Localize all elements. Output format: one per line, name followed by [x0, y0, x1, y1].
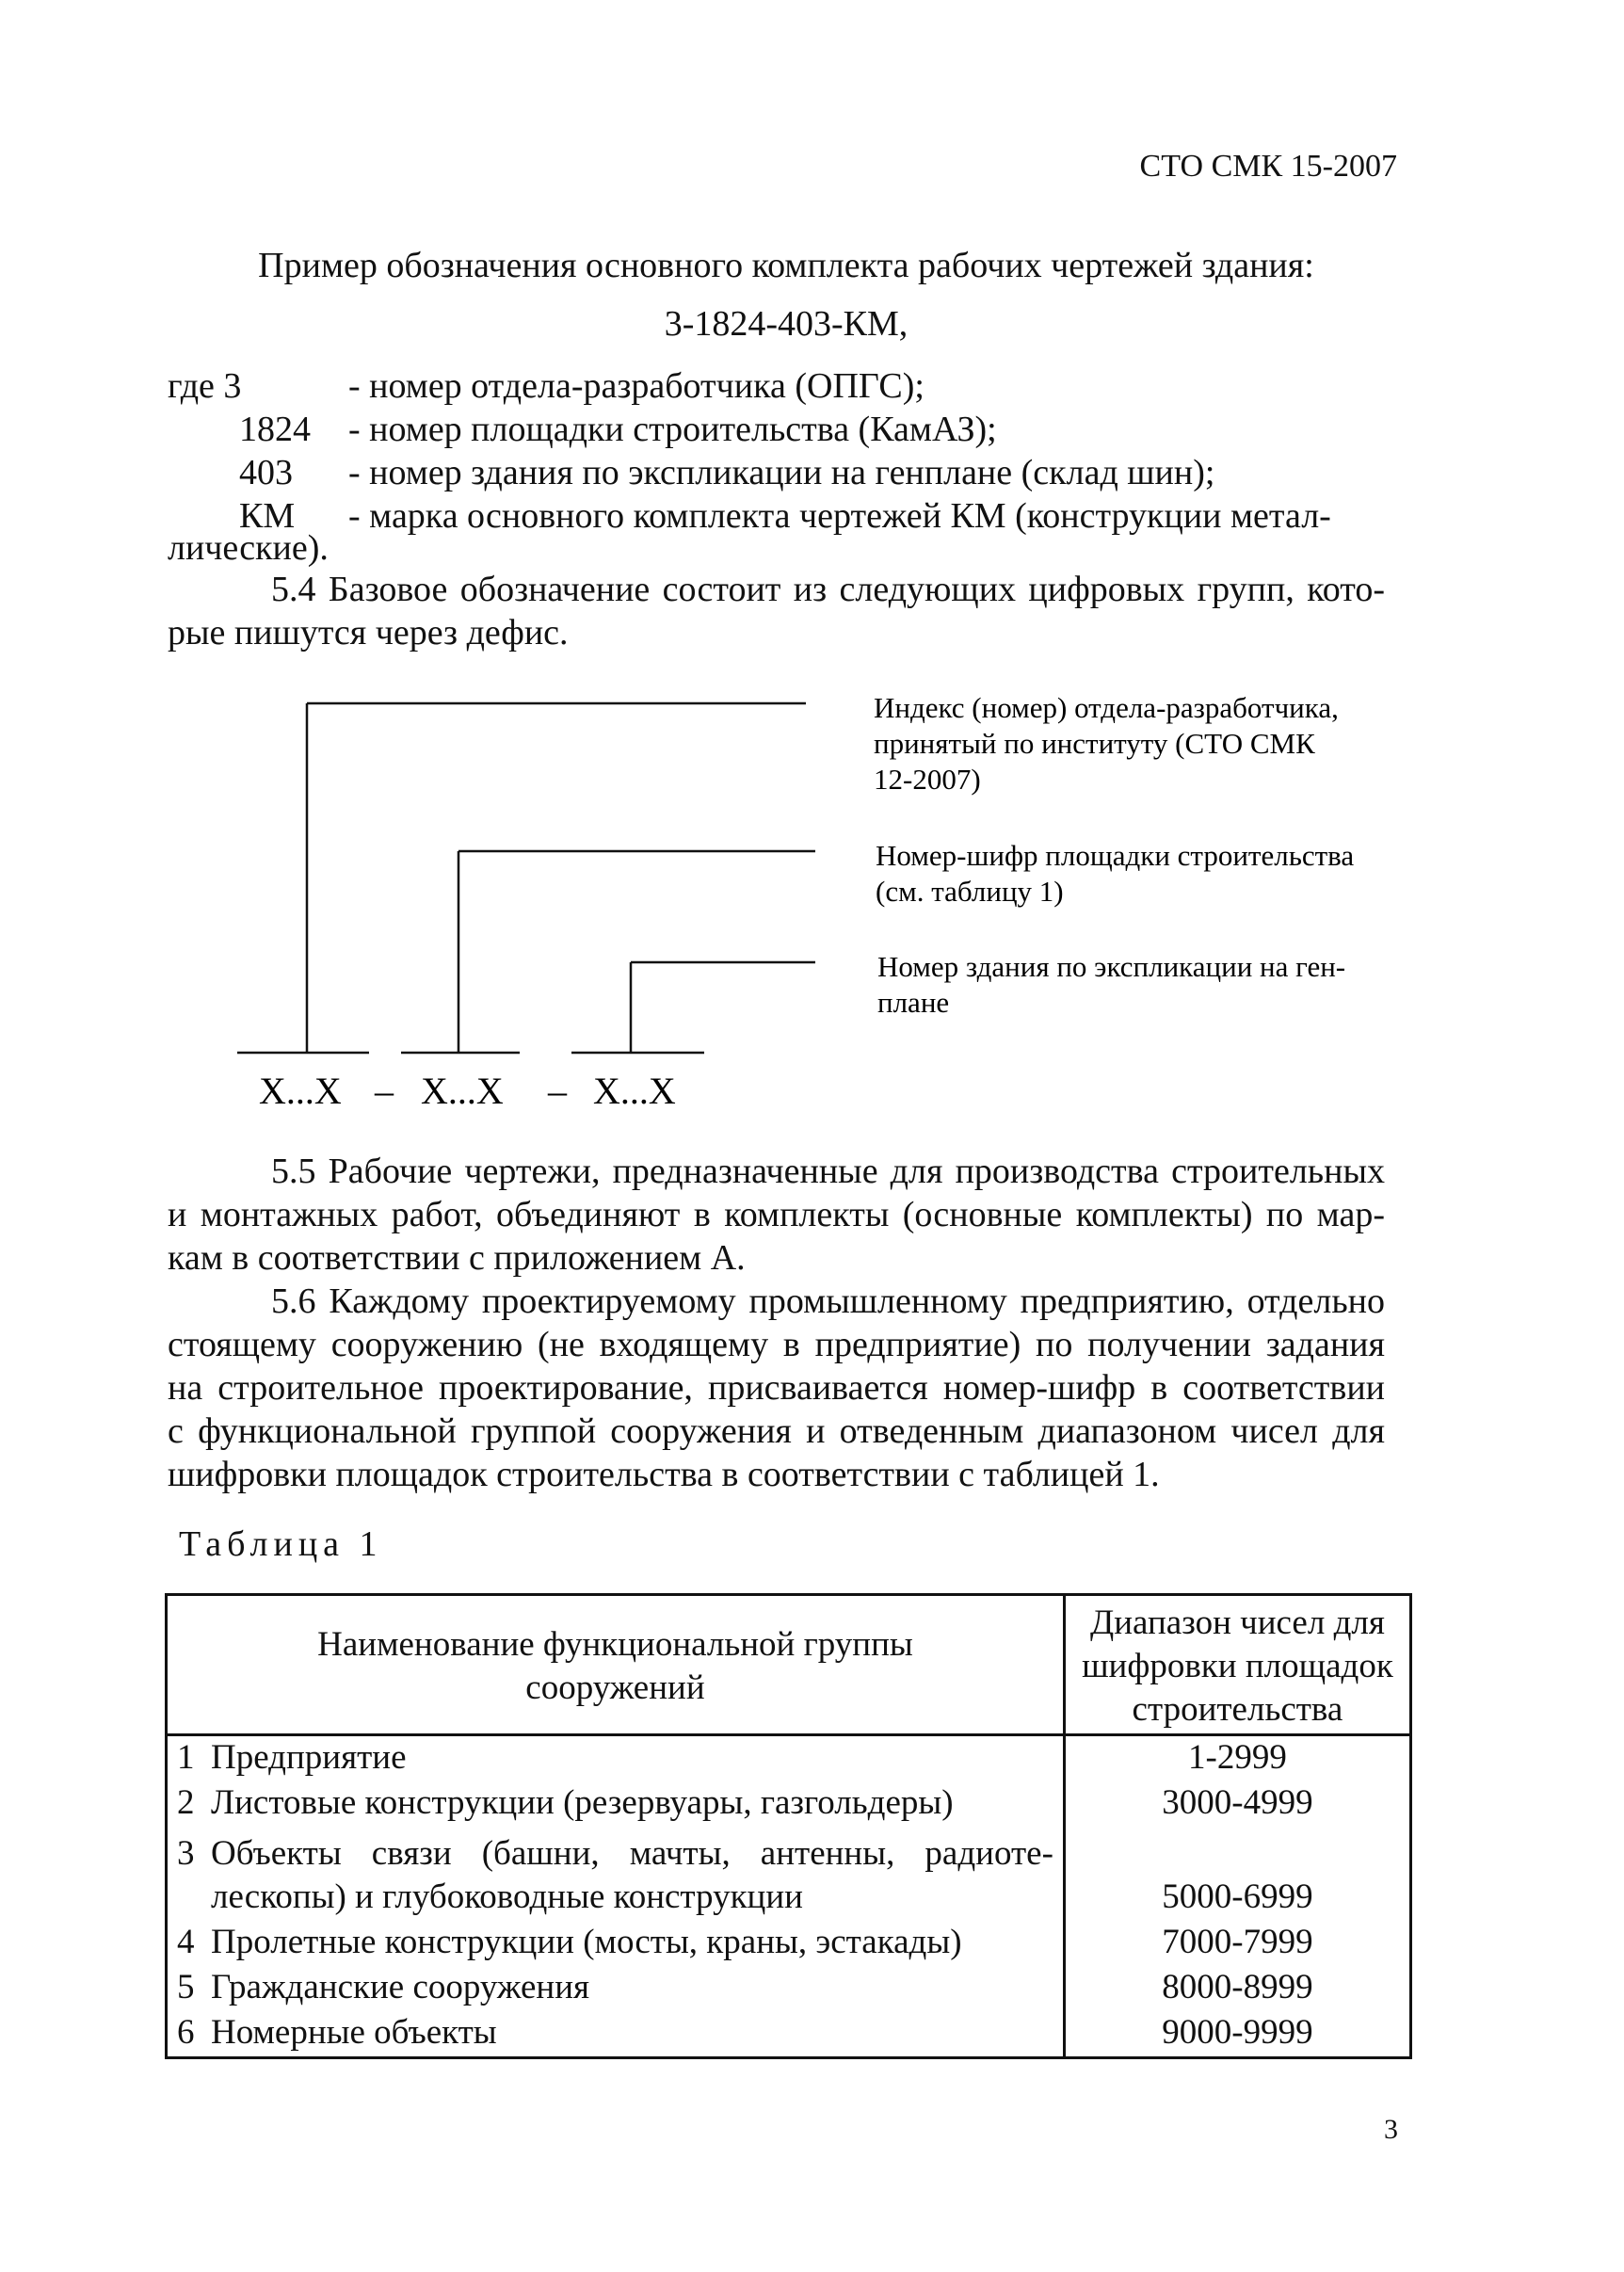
row-group-name: [198, 1827, 1064, 1921]
legend-desc: - номер площадки строительства (КамАЗ);: [348, 410, 997, 449]
row-group-name: [198, 2011, 1064, 2058]
row-range: 5000-6999: [1162, 1877, 1313, 1916]
code-group-2: X...X: [421, 1070, 504, 1112]
para-5-5-line-1: 5.5 Рабочие чертежи, предназначенные для производства строительных: [271, 1152, 1385, 1191]
header-number-range: [1064, 1595, 1410, 1735]
para-5-6-line-2: стоящему сооружению (не входящему в предприятие) по получении задания: [168, 1325, 1385, 1364]
name-line: Номерные объекты: [211, 2013, 497, 2052]
code-group-3: X...X: [593, 1070, 676, 1112]
label-site-line-2: (см. таблицу 1): [876, 875, 1064, 908]
para-5-6-line-5: шифровки площадок строительства в соответствии с таблицей 1.: [168, 1455, 1160, 1494]
legend-code: КМ: [239, 496, 296, 536]
example-code: 3-1824-403-КМ,: [664, 304, 908, 344]
row-number: 2: [177, 1783, 195, 1822]
table-row: [167, 1781, 1411, 1827]
para-5-5-line-3: кам в соответствии с приложением А.: [168, 1238, 746, 1278]
table-row: [167, 1735, 1411, 1782]
row-number: 5: [177, 1968, 195, 2006]
header-line: Наименование функциональной группы: [317, 1625, 913, 1664]
header-line: Диапазон чисел для: [1090, 1603, 1385, 1642]
table-caption: Таблица 1: [179, 1524, 383, 1564]
label-building-line-2: плане: [877, 986, 950, 1019]
row-number: 3: [177, 1834, 195, 1873]
row-number: 1: [177, 1738, 195, 1777]
header-line: сооружений: [525, 1668, 705, 1707]
site-code-ranges-table: [165, 1593, 1412, 2059]
row-range: 9000-9999: [1162, 2013, 1313, 2052]
label-site-line-1: Номер-шифр площадки строительства: [876, 839, 1355, 872]
row-number: 6: [177, 2013, 195, 2052]
name-line: Гражданские сооружения: [211, 1968, 590, 2006]
row-group-name: [198, 1921, 1064, 1966]
header-line: строительства: [1132, 1690, 1343, 1729]
legend-desc: - номер отдела-разработчика (ОПГС);: [348, 366, 925, 406]
row-range: 1-2999: [1188, 1738, 1287, 1777]
row-range: 8000-8999: [1162, 1968, 1313, 2006]
legend-code: где 3: [168, 366, 242, 406]
label-building-line-1: Номер здания по экспликации на ген-: [877, 950, 1346, 983]
row-range: 7000-7999: [1162, 1923, 1313, 1961]
row-range: 3000-4999: [1162, 1783, 1313, 1822]
name-line: Листовые конструкции (резервуары, газгольдеры): [211, 1783, 954, 1822]
legend-desc: - марка основного комплекта чертежей КМ (конструкции метал-: [348, 496, 1331, 536]
legend-code: 1824: [239, 410, 311, 449]
row-group-name: [198, 1781, 1064, 1827]
name-line: Предприятие: [211, 1738, 407, 1777]
label-dept-line-3: 12-2007): [874, 763, 981, 796]
table-row: [167, 1966, 1411, 2011]
row-group-name: [198, 1735, 1064, 1782]
row-group-name: [198, 1966, 1064, 2011]
name-line: Объекты связи (башни, мачты, антенны, радиоте-: [211, 1834, 1053, 1873]
page-number: 3: [1384, 2114, 1398, 2145]
para-5-6-line-3: на строительное проектирование, присваивается номер-шифр в соответствии: [168, 1368, 1385, 1408]
para-5-5-line-2: и монтажных работ, объединяют в комплекты (основные комплекты) по мар-: [168, 1195, 1385, 1234]
name-line: лескопы) и глубоководные конструкции: [211, 1877, 803, 1916]
row-number: 4: [177, 1923, 195, 1961]
para-5-4-line-1: 5.4 Базовое обозначение состоит из следующих цифровых групп, кото-: [271, 570, 1385, 609]
legend-desc: - номер здания по экспликации на генплане (склад шин);: [348, 453, 1215, 492]
legend-code: 403: [239, 453, 293, 492]
document-code: СТО СМК 15-2007: [1139, 149, 1397, 184]
para-5-6-line-4: с функциональной группой сооружения и отведенным диапазоном чисел для: [168, 1411, 1385, 1451]
example-title: Пример обозначения основного комплекта рабочих чертежей здания:: [258, 246, 1314, 285]
name-line: Пролетные конструкции (мосты, краны, эстакады): [211, 1923, 962, 1961]
para-5-6-line-1: 5.6 Каждому проектируемому промышленному предприятию, отдельно: [271, 1281, 1385, 1321]
legend-tail: лические).: [168, 528, 329, 568]
table-row: [167, 1921, 1411, 1966]
label-dept-line-2: принятый по институту (СТО СМК: [874, 727, 1315, 760]
label-dept-line-1: Индекс (номер) отдела-разработчика,: [874, 691, 1339, 724]
code-dash-1: –: [375, 1070, 394, 1112]
para-5-4-line-2: рые пишутся через дефис.: [168, 613, 569, 653]
code-group-1: X...X: [259, 1070, 342, 1112]
header-group-name: [167, 1595, 1065, 1735]
code-dash-2: –: [548, 1070, 567, 1112]
header-line: шифровки площадок: [1082, 1647, 1393, 1685]
table-row: [167, 1827, 1411, 1921]
table-row: [167, 2011, 1411, 2058]
table-header-row: [167, 1595, 1411, 1735]
